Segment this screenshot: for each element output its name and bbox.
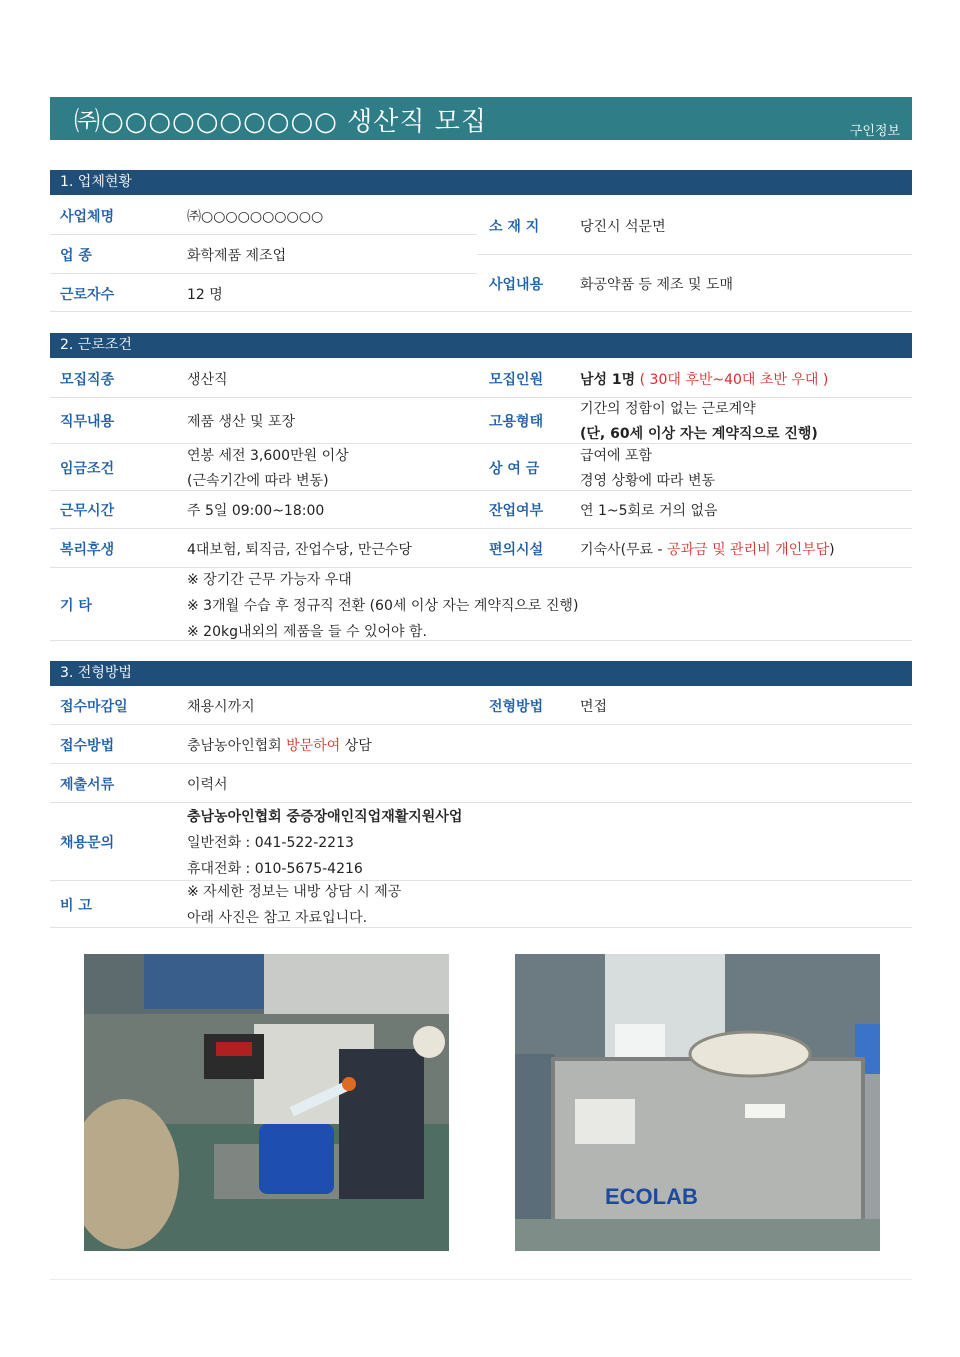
row-divider <box>50 397 912 398</box>
method-label: 전형방법 <box>489 699 544 715</box>
photo-ecolab-tank <box>515 954 880 1251</box>
recruit-count: 남성 1명 <box>580 372 636 388</box>
row-divider <box>50 802 912 803</box>
footer-divider <box>50 1279 912 1280</box>
contact-phone: 일반전화 : 041-522-2213 <box>187 835 354 851</box>
overtime-value: 연 1~5회로 거의 없음 <box>580 503 718 519</box>
row-divider <box>50 927 912 928</box>
bonus-label: 상 여 금 <box>489 461 540 477</box>
deadline-value: 채용시까지 <box>187 699 255 715</box>
etc-value-3: ※ 20kg내외의 제품을 들 수 있어야 함. <box>187 624 427 640</box>
employ-value-2: (단, 60세 이상 자는 계약직으로 진행) <box>580 426 818 442</box>
hours-value: 주 5일 09:00~18:00 <box>187 503 325 519</box>
deadline-label: 접수마감일 <box>60 699 128 715</box>
duties-value: 제품 생산 및 포장 <box>187 414 296 430</box>
hours-label: 근무시간 <box>60 503 115 519</box>
job-value: 생산직 <box>187 372 228 388</box>
row-divider <box>50 234 477 235</box>
row-divider <box>50 311 912 312</box>
apply-consult: 상담 <box>340 738 372 754</box>
location-label: 소 재 지 <box>489 219 540 235</box>
note-value-1: ※ 자세한 정보는 내방 상담 시 제공 <box>187 884 402 900</box>
wage-value-1: 연봉 세전 3,600만원 이상 <box>187 448 349 464</box>
etc-label: 기 타 <box>60 598 92 614</box>
industry-label: 업 종 <box>60 248 92 264</box>
company-name-value: ㈜○○○○○○○○○○ <box>187 209 324 225</box>
note-label: 비 고 <box>60 898 92 914</box>
row-divider <box>50 880 912 881</box>
recruit-value <box>580 369 828 389</box>
row-divider <box>50 640 912 641</box>
company-name-label: 사업체명 <box>60 209 115 225</box>
industry-value: 화학제품 제조업 <box>187 248 287 264</box>
wage-value-2: (근속기간에 따라 변동) <box>187 473 329 489</box>
workers-value: 12 명 <box>187 287 223 303</box>
welfare-value: 4대보험, 퇴직금, 잔업수당, 만근수당 <box>187 542 412 558</box>
photo-ecolab-tank-illustration <box>515 954 880 1251</box>
row-divider <box>50 490 912 491</box>
docs-value: 이력서 <box>187 777 228 793</box>
photo-worker-filling <box>84 954 449 1251</box>
overtime-label: 잔업여부 <box>489 503 544 519</box>
row-divider <box>50 567 912 568</box>
apply-visit: 방문하여 <box>286 738 341 754</box>
row-divider <box>50 724 912 725</box>
docs-label: 제출서류 <box>60 777 115 793</box>
method-value: 면접 <box>580 699 608 715</box>
row-divider <box>50 273 477 274</box>
bonus-value-1: 급여에 포함 <box>580 448 653 464</box>
employ-label: 고용형태 <box>489 414 544 430</box>
apply-org: 충남농아인협회 <box>187 738 287 754</box>
workers-label: 근로자수 <box>60 287 115 303</box>
section-header-company: 1. 업체현황 <box>50 170 912 195</box>
business-value: 화공약품 등 제조 및 도매 <box>580 277 734 293</box>
title-tag: 구인정보 <box>849 124 900 139</box>
contact-label: 채용문의 <box>60 835 115 851</box>
ecolab-logo-text: ECOLAB <box>605 1184 698 1209</box>
recruit-label: 모집인원 <box>489 372 544 388</box>
facility-close: ) <box>829 542 835 558</box>
bonus-value-2: 경영 상황에 따라 변동 <box>580 473 716 489</box>
facility-dorm: 기숙사(무료 - <box>580 542 668 558</box>
note-value-2: 아래 사진은 참고 자료입니다. <box>187 910 368 926</box>
duties-label: 직무내용 <box>60 414 115 430</box>
apply-label: 접수방법 <box>60 738 115 754</box>
location-value: 당진시 석문면 <box>580 219 666 235</box>
welfare-label: 복리후생 <box>60 542 115 558</box>
facility-cost-note: 공과금 및 관리비 개인부담 <box>667 542 830 558</box>
contact-mobile: 휴대전화 : 010-5675-4216 <box>187 861 363 877</box>
business-label: 사업내용 <box>489 277 544 293</box>
contact-org: 충남농아인협회 중증장애인직업재활지원사업 <box>187 809 463 825</box>
section-header-conditions: 2. 근로조건 <box>50 333 912 358</box>
facility-label: 편의시설 <box>489 542 544 558</box>
row-divider <box>477 254 912 255</box>
recruit-preference: ( 30대 후반~40대 초반 우대 ) <box>639 372 829 388</box>
row-divider <box>50 763 912 764</box>
job-label: 모집직종 <box>60 372 115 388</box>
row-divider <box>50 443 912 444</box>
etc-value-1: ※ 장기간 근무 가능자 우대 <box>187 572 352 588</box>
photo-worker-filling-illustration <box>84 954 449 1251</box>
facility-value <box>580 539 835 559</box>
etc-value-2: ※ 3개월 수습 후 정규직 전환 (60세 이상 자는 계약직으로 진행) <box>187 598 579 614</box>
employ-value-1: 기간의 정함이 없는 근로계약 <box>580 401 756 417</box>
section-header-selection: 3. 전형방법 <box>50 661 912 686</box>
apply-value <box>187 735 372 755</box>
wage-label: 임금조건 <box>60 461 115 477</box>
page-title: ㈜○○○○○○○○○○ 생산직 모집 <box>74 107 487 137</box>
row-divider <box>50 528 912 529</box>
